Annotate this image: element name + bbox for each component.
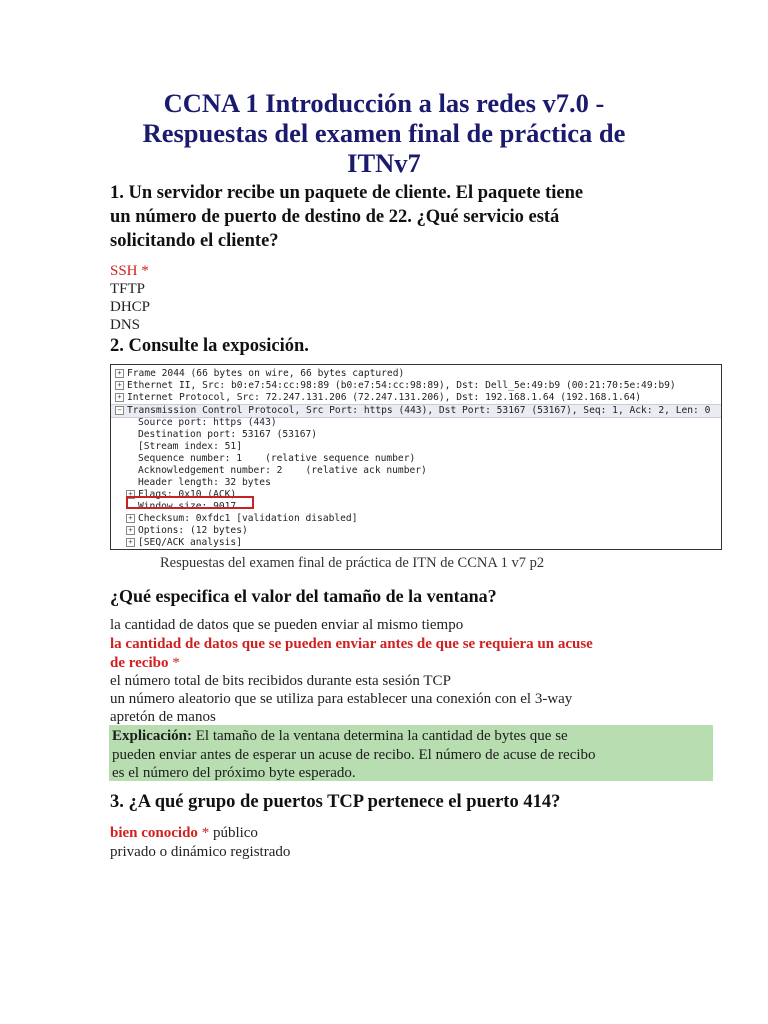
expand-icon: +	[115, 369, 124, 378]
q2-option-c: el número total de bits recibidos durante esta sesión TCP	[110, 673, 451, 689]
explanation-label: Explicación:	[112, 728, 193, 744]
q2-option-d-line-1: un número aleatorio que se utiliza para establecer una conexión con el 3-way	[110, 691, 573, 707]
explanation-box: Explicación: El tamaño de la ventana determina la cantidad de bytes que se pueden enviar antes de esperar un acuse de recibo. El número de acuse de recibo es el número del próximo byte esperado.	[109, 725, 713, 781]
capture-row: + [SEQ/ACK analysis]	[111, 537, 721, 549]
capture-row: Header length: 32 bytes	[138, 477, 271, 488]
capture-row: Acknowledgement number: 2 (relative ack number)	[138, 465, 427, 476]
window-size-highlight-box	[126, 496, 254, 509]
question-1	[110, 181, 583, 253]
title-line-2: Respuestas del examen final de práctica de	[142, 118, 626, 148]
correct-marker: *	[141, 263, 149, 279]
correct-marker: *	[172, 655, 180, 671]
capture-row: Sequence number: 1 (relative sequence number)	[138, 453, 416, 464]
question-1-line-3: solicitando el cliente?	[110, 231, 279, 251]
q1-option-a: SSH	[110, 263, 138, 279]
q1-option-c: DHCP	[110, 299, 151, 315]
title-line-1: CCNA 1 Introducción a las redes v7.0 -	[163, 88, 605, 118]
page-title	[100, 88, 668, 178]
title-line-3: ITNv7	[347, 148, 421, 178]
correct-marker: *	[201, 825, 210, 841]
expand-icon: +	[126, 490, 135, 499]
capture-row: Destination port: 53167 (53167)	[138, 429, 318, 440]
expand-icon: +	[115, 381, 124, 390]
capture-row: + Options: (12 bytes)	[111, 525, 721, 537]
question-2-heading: 2. Consulte la exposición.	[110, 336, 309, 356]
exhibit-caption: Respuestas del examen final de práctica de ITN de CCNA 1 v7 p2	[160, 555, 545, 571]
expand-icon: +	[126, 538, 135, 547]
expand-icon: +	[126, 514, 135, 523]
q3-option-public: público	[209, 825, 258, 841]
q2-option-d-line-2: apretón de manos	[110, 709, 216, 725]
capture-row-window-size: Window size: 9017	[138, 501, 237, 512]
capture-row: + Internet Protocol, Src: 72.247.131.206 (72.247.131.206), Dst: 192.168.1.64 (192.168.1.64)	[111, 392, 721, 404]
capture-row: + Frame 2044 (66 bytes on wire, 66 bytes captured)	[111, 368, 721, 380]
q3-options-line-2: privado o dinámico registrado	[110, 844, 291, 860]
capture-row: [Stream index: 51]	[138, 441, 242, 452]
capture-row: Source port: https (443)	[138, 417, 277, 428]
q1-option-correct	[110, 262, 149, 280]
q2-option-a: la cantidad de datos que se pueden enviar al mismo tiempo	[110, 617, 464, 633]
capture-row: + Ethernet II, Src: b0:e7:54:cc:98:89 (b0:e7:54:cc:98:89), Dst: Dell_5e:49:b9 (00:21:70:5e:49:b9)	[111, 380, 721, 392]
q1-option-d: DNS	[110, 317, 141, 333]
packet-capture-exhibit	[110, 364, 722, 550]
question-3-heading: 3. ¿A qué grupo de puertos TCP pertenece el puerto 414?	[110, 792, 561, 812]
capture-row: + Flags: 0x10 (ACK)	[111, 489, 721, 501]
question-1-line-1: 1. Un servidor recibe un paquete de cliente. El paquete tiene	[110, 183, 584, 203]
question-1-line-2: un número de puerto de destino de 22. ¿Qué servicio está	[110, 207, 560, 227]
collapse-icon: −	[115, 406, 124, 415]
capture-row-selected: − Transmission Control Protocol, Src Port: https (443), Dst Port: 53167 (53167), Seq: 1, Ack: 2, Len: 0	[111, 404, 721, 418]
q1-option-b: TFTP	[110, 281, 146, 297]
q2-option-b-line-1: la cantidad de datos que se pueden enviar antes de que se requiera un acuse	[110, 636, 593, 652]
q3-option-correct: bien conocido	[110, 825, 198, 841]
expand-icon: +	[115, 393, 124, 402]
q3-options-line-1	[110, 824, 258, 842]
capture-row: + Checksum: 0xfdc1 [validation disabled]	[111, 513, 721, 525]
q2-option-b-line-2: de recibo *	[110, 655, 180, 671]
question-2-text: ¿Qué especifica el valor del tamaño de la ventana?	[110, 586, 497, 606]
expand-icon: +	[126, 526, 135, 535]
